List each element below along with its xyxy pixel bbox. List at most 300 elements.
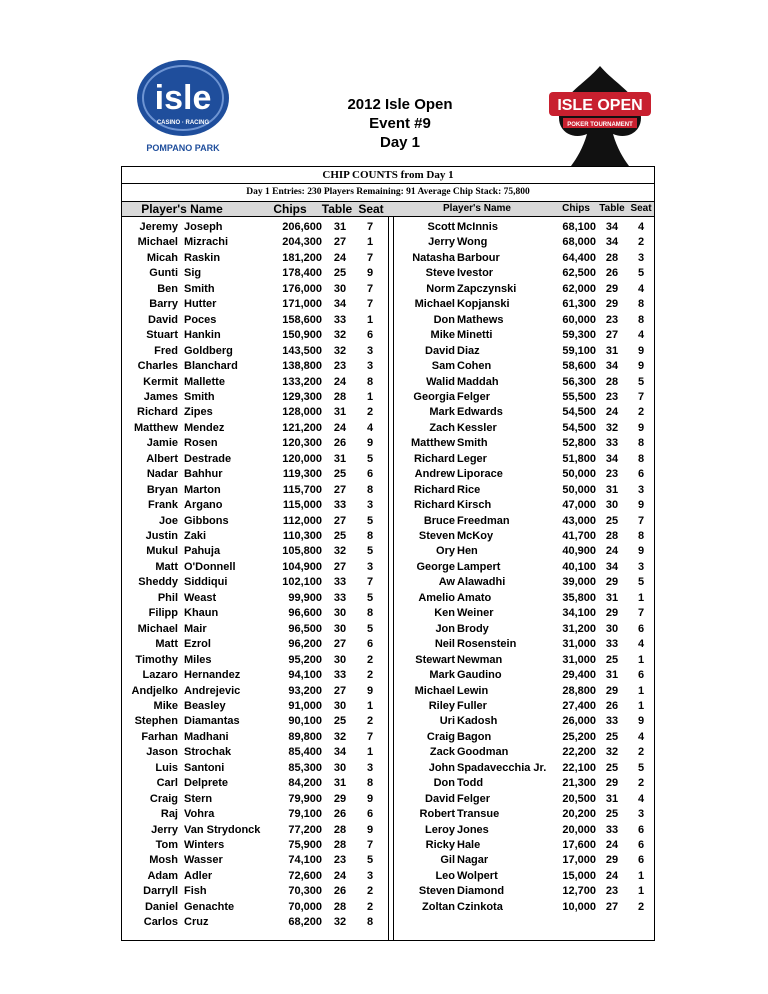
player-chips: 22,200	[562, 746, 596, 759]
player-table: 32	[605, 421, 619, 434]
player-first-name: Steve	[425, 267, 455, 280]
player-last-name: Nagar	[457, 854, 489, 867]
player-last-name: Weast	[184, 591, 217, 604]
table-row	[122, 344, 656, 359]
isle-open-logo	[545, 62, 655, 170]
player-chips: 150,900	[282, 329, 322, 342]
player-seat: 1	[366, 746, 374, 759]
player-chips: 17,600	[562, 839, 596, 851]
player-first-name: Zack	[429, 746, 455, 759]
player-seat: 4	[637, 792, 645, 805]
player-seat: 6	[366, 468, 374, 481]
player-seat: 1	[637, 653, 645, 666]
table-row	[122, 807, 656, 822]
player-last-name: Rosen	[184, 437, 218, 450]
player-chips: 158,600	[282, 313, 322, 326]
player-first-name: Micah	[146, 251, 178, 264]
player-first-name: Charles	[137, 360, 178, 373]
player-table: 25	[605, 761, 619, 774]
player-seat: 2	[637, 900, 645, 913]
player-chips: 62,500	[562, 267, 596, 280]
player-seat: 1	[366, 699, 374, 712]
player-first-name: Tom	[155, 839, 178, 851]
table-row	[122, 313, 656, 328]
player-last-name: Raskin	[184, 251, 221, 264]
player-first-name: Zach	[429, 421, 455, 434]
player-chips: 68,000	[562, 236, 596, 249]
player-seat: 7	[637, 607, 645, 620]
player-chips: 26,000	[562, 715, 596, 728]
table-row	[122, 869, 656, 884]
table-row	[122, 544, 656, 559]
player-last-name: Pahuja	[184, 545, 221, 558]
player-table: 33	[605, 823, 619, 836]
player-chips: 104,900	[282, 560, 322, 573]
player-first-name: Michael	[137, 236, 178, 249]
player-table: 33	[333, 313, 347, 326]
player-chips: 31,200	[562, 622, 596, 635]
table-row	[122, 591, 656, 606]
player-last-name: Hernandez	[184, 669, 241, 682]
player-table: 29	[605, 298, 619, 311]
player-chips: 129,300	[282, 390, 322, 403]
table-row	[122, 251, 656, 266]
player-chips: 55,500	[562, 390, 596, 403]
player-first-name: Mosh	[149, 854, 178, 867]
player-table: 27	[333, 638, 347, 651]
player-chips: 94,100	[288, 669, 322, 682]
player-chips: 40,100	[562, 560, 596, 573]
logo-left-caption: POMPANO PARK	[146, 143, 220, 153]
player-first-name: Scott	[427, 221, 455, 233]
player-first-name: James	[143, 390, 178, 403]
player-last-name: Czinkota	[457, 900, 503, 913]
player-seat: 2	[366, 715, 374, 728]
player-table: 28	[333, 839, 347, 851]
right-col-chips-header: Chips	[562, 203, 590, 214]
player-table: 25	[333, 530, 347, 542]
player-table: 24	[605, 839, 619, 851]
player-chips: 15,000	[562, 869, 596, 882]
player-table: 24	[605, 406, 619, 419]
player-first-name: Leroy	[425, 823, 455, 836]
player-seat: 9	[637, 715, 645, 728]
player-seat: 3	[366, 360, 374, 373]
player-seat: 1	[366, 390, 374, 403]
player-chips: 181,200	[282, 251, 322, 264]
table-row	[122, 622, 656, 637]
player-table: 26	[333, 437, 347, 450]
player-table: 33	[333, 591, 347, 604]
player-last-name: Madhani	[184, 730, 229, 743]
player-last-name: Vohra	[184, 808, 215, 821]
player-last-name: Freedman	[457, 514, 510, 527]
player-first-name: Zoltan	[422, 900, 455, 913]
player-last-name: Liporace	[457, 468, 503, 481]
player-table: 28	[605, 251, 619, 264]
player-last-name: Diamantas	[184, 715, 240, 728]
player-table: 29	[333, 792, 347, 805]
player-table: 34	[605, 560, 619, 573]
player-first-name: Jason	[146, 746, 178, 759]
player-seat: 2	[637, 746, 645, 759]
player-first-name: Natasha	[412, 251, 455, 264]
player-first-name: Matthew	[134, 421, 178, 434]
player-chips: 120,000	[282, 452, 322, 465]
player-first-name: Carl	[156, 777, 178, 790]
player-seat: 1	[637, 684, 645, 697]
player-seat: 7	[637, 514, 645, 527]
player-last-name: Kopjanski	[457, 298, 510, 311]
player-seat: 5	[366, 452, 374, 465]
chip-counts-subtitle: Day 1 Entries: 230 Players Remaining: 91 Average Chip Stack: 75,800	[246, 187, 530, 197]
player-chips: 105,800	[282, 545, 322, 558]
player-last-name: Rice	[457, 483, 481, 496]
player-chips: 34,100	[562, 607, 596, 620]
chip-counts-title: CHIP COUNTS from Day 1	[322, 169, 454, 181]
player-chips: 56,300	[562, 375, 596, 388]
player-table: 25	[605, 730, 619, 743]
player-seat: 7	[366, 221, 374, 233]
player-last-name: Destrade	[184, 452, 232, 465]
player-first-name: Michael	[137, 622, 178, 635]
player-table: 33	[333, 669, 347, 682]
player-last-name: O'Donnell	[184, 560, 236, 573]
player-table: 24	[333, 421, 347, 434]
player-seat: 6	[366, 329, 374, 342]
player-seat: 6	[637, 823, 645, 836]
player-chips: 90,100	[288, 715, 322, 728]
player-chips: 59,100	[562, 344, 596, 357]
player-table: 31	[333, 406, 347, 419]
player-chips: 204,300	[282, 236, 322, 249]
player-last-name: Brody	[457, 622, 489, 635]
player-first-name: Matt	[155, 638, 178, 651]
player-last-name: Poces	[184, 313, 217, 326]
player-first-name: John	[428, 761, 455, 774]
player-chips: 61,300	[562, 298, 596, 311]
player-seat: 3	[366, 344, 374, 357]
player-last-name: Newman	[457, 653, 503, 666]
table-row	[122, 266, 656, 281]
player-seat: 9	[637, 421, 645, 434]
player-seat: 3	[637, 483, 645, 496]
player-chips: 17,000	[562, 854, 596, 867]
player-last-name: Siddiqui	[184, 576, 228, 589]
player-table: 28	[333, 900, 347, 913]
player-first-name: Mark	[429, 406, 455, 419]
player-last-name: Ezrol	[184, 638, 211, 651]
player-chips: 85,400	[288, 746, 322, 759]
player-chips: 20,000	[562, 823, 596, 836]
player-first-name: Adam	[147, 869, 178, 882]
player-table: 34	[605, 360, 619, 373]
player-first-name: Gil	[440, 854, 455, 867]
player-chips: 10,000	[562, 900, 596, 913]
player-chips: 102,100	[282, 576, 322, 589]
player-chips: 41,700	[562, 530, 596, 542]
player-first-name: Richard	[414, 499, 455, 512]
player-chips: 31,000	[562, 638, 596, 651]
player-last-name: Argano	[184, 499, 223, 512]
player-last-name: Zapczynski	[457, 282, 517, 295]
player-table: 24	[605, 545, 619, 558]
player-last-name: Zipes	[184, 406, 213, 419]
player-chips: 79,900	[288, 792, 322, 805]
player-chips: 119,300	[282, 468, 322, 481]
isle-casino-logo	[128, 58, 238, 156]
player-chips: 70,300	[288, 885, 322, 898]
player-first-name: Filipp	[148, 607, 178, 620]
player-last-name: Miles	[184, 653, 212, 666]
player-table: 31	[605, 792, 619, 805]
chip-count-table	[121, 166, 655, 941]
player-last-name: Andrejevic	[184, 684, 241, 697]
player-last-name: Fuller	[457, 699, 487, 712]
player-table: 31	[605, 483, 619, 496]
player-first-name: Bruce	[423, 514, 455, 527]
table-row	[122, 514, 656, 529]
player-table: 34	[605, 452, 619, 465]
player-table: 30	[333, 282, 347, 295]
player-table: 32	[333, 545, 347, 558]
player-last-name: Diamond	[457, 885, 505, 898]
player-first-name: Walid	[426, 375, 455, 388]
player-seat: 1	[637, 699, 645, 712]
player-seat: 7	[366, 839, 374, 851]
player-table: 30	[333, 653, 347, 666]
player-table: 23	[333, 854, 347, 867]
player-first-name: Mike	[153, 699, 178, 712]
player-last-name: Spadavecchia Jr.	[457, 761, 547, 774]
player-chips: 176,000	[282, 282, 322, 295]
player-table: 24	[333, 251, 347, 264]
player-table: 24	[333, 869, 347, 882]
player-first-name: Riley	[428, 699, 455, 712]
table-row	[122, 900, 656, 915]
player-chips: 95,200	[288, 653, 322, 666]
player-first-name: Don	[433, 313, 455, 326]
player-last-name: Bagon	[457, 730, 492, 743]
player-last-name: Marton	[184, 483, 221, 496]
player-last-name: Barbour	[457, 251, 500, 264]
player-seat: 1	[637, 885, 645, 898]
player-chips: 68,100	[562, 221, 596, 233]
player-chips: 54,500	[562, 406, 596, 419]
player-last-name: Goldberg	[184, 344, 233, 357]
player-seat: 3	[366, 761, 374, 774]
player-last-name: Gibbons	[184, 514, 229, 527]
player-last-name: Beasley	[184, 699, 226, 712]
player-first-name: Darryll	[143, 885, 178, 898]
player-first-name: Leo	[435, 869, 455, 882]
player-seat: 5	[637, 267, 645, 280]
player-chips: 64,400	[562, 251, 596, 264]
player-seat: 3	[366, 499, 374, 512]
player-last-name: Zaki	[184, 530, 207, 542]
table-row	[122, 637, 656, 652]
player-seat: 4	[637, 329, 645, 342]
right-col-table-header: Table	[599, 203, 625, 214]
player-last-name: Strochak	[184, 746, 232, 759]
player-last-name: Mathews	[457, 313, 504, 326]
table-row	[122, 498, 656, 513]
player-first-name: Robert	[419, 808, 455, 821]
player-table: 27	[333, 483, 347, 496]
player-last-name: Lampert	[457, 560, 501, 573]
player-table: 25	[333, 715, 347, 728]
player-last-name: Edwards	[457, 406, 503, 419]
player-chips: 91,000	[288, 699, 322, 712]
player-first-name: Raj	[160, 808, 178, 821]
player-table: 28	[605, 530, 619, 542]
player-table: 33	[333, 499, 347, 512]
player-seat: 2	[366, 406, 374, 419]
player-table: 29	[605, 576, 619, 589]
player-last-name: Mendez	[184, 421, 225, 434]
player-last-name: Diaz	[457, 344, 480, 357]
player-chips: 84,200	[288, 777, 322, 790]
player-chips: 31,000	[562, 653, 596, 666]
player-last-name: Felger	[457, 792, 491, 805]
player-first-name: Jerry	[151, 823, 178, 836]
table-row	[122, 421, 656, 436]
player-first-name: Richard	[414, 483, 455, 496]
player-table: 34	[605, 236, 619, 249]
player-table: 34	[333, 746, 347, 759]
player-last-name: Hen	[457, 545, 478, 558]
player-table: 28	[605, 375, 619, 388]
player-chips: 12,700	[562, 885, 596, 898]
player-last-name: McInnis	[457, 221, 498, 233]
player-seat: 8	[637, 437, 645, 450]
player-seat: 6	[366, 808, 374, 821]
player-chips: 54,500	[562, 421, 596, 434]
player-chips: 96,600	[288, 607, 322, 620]
player-chips: 68,200	[288, 916, 322, 929]
table-row	[122, 838, 656, 853]
player-first-name: Jeremy	[139, 221, 178, 233]
table-row	[122, 745, 656, 760]
player-chips: 171,000	[282, 298, 322, 311]
player-last-name: Kessler	[457, 421, 497, 434]
player-table: 27	[333, 560, 347, 573]
player-seat: 2	[366, 653, 374, 666]
table-row	[122, 436, 656, 451]
player-first-name: Bryan	[146, 483, 178, 496]
player-last-name: McKoy	[457, 530, 494, 542]
player-seat: 8	[366, 607, 374, 620]
player-last-name: Goodman	[457, 746, 509, 759]
player-last-name: Lewin	[457, 684, 489, 697]
player-chips: 72,600	[288, 869, 322, 882]
player-table: 30	[333, 622, 347, 635]
player-seat: 9	[637, 360, 645, 373]
player-seat: 6	[637, 669, 645, 682]
player-seat: 7	[366, 576, 374, 589]
player-chips: 29,400	[562, 669, 596, 682]
player-seat: 2	[637, 236, 645, 249]
player-table: 31	[333, 452, 347, 465]
player-last-name: Kadosh	[457, 715, 498, 728]
player-table: 30	[333, 761, 347, 774]
player-seat: 1	[366, 236, 374, 249]
player-first-name: Mike	[430, 329, 455, 342]
player-seat: 9	[366, 792, 374, 805]
player-table: 32	[333, 329, 347, 342]
player-first-name: Gunti	[149, 267, 178, 280]
player-last-name: Fish	[184, 885, 207, 898]
player-table: 25	[333, 267, 347, 280]
player-first-name: Georgia	[413, 390, 455, 403]
logo-right-text: ISLE OPEN	[557, 97, 643, 114]
player-last-name: Mizrachi	[184, 236, 229, 249]
player-seat: 7	[637, 390, 645, 403]
player-last-name: Mallette	[184, 375, 225, 388]
right-col-name-header: Player's Name	[443, 203, 511, 214]
table-row	[122, 529, 656, 544]
player-seat: 9	[366, 267, 374, 280]
player-chips: 28,800	[562, 684, 596, 697]
player-seat: 9	[637, 344, 645, 357]
player-table: 32	[333, 916, 347, 929]
player-seat: 8	[637, 530, 645, 542]
table-row	[122, 282, 656, 297]
player-last-name: Smith	[184, 390, 215, 403]
table-row	[122, 606, 656, 621]
player-seat: 6	[637, 468, 645, 481]
player-table: 23	[333, 360, 347, 373]
player-last-name: Bahhur	[184, 468, 223, 481]
player-chips: 58,600	[562, 360, 596, 373]
player-last-name: Felger	[457, 390, 491, 403]
left-col-chips-header: Chips	[273, 202, 307, 216]
player-last-name: Adler	[184, 869, 213, 882]
player-table: 26	[333, 808, 347, 821]
player-first-name: Mukul	[146, 545, 178, 558]
player-first-name: Andjelko	[131, 684, 178, 697]
column-header-bar	[122, 201, 654, 217]
player-table: 23	[605, 885, 619, 898]
player-first-name: Stewart	[415, 653, 455, 666]
player-chips: 62,000	[562, 282, 596, 295]
player-seat: 8	[637, 452, 645, 465]
player-seat: 3	[637, 251, 645, 264]
player-table: 28	[333, 823, 347, 836]
player-chips: 96,200	[288, 638, 322, 651]
table-row	[122, 714, 656, 729]
player-first-name: Daniel	[144, 900, 178, 913]
page-title	[300, 95, 500, 152]
player-last-name: Jones	[457, 823, 489, 836]
player-first-name: Phil	[157, 591, 178, 604]
table-row	[122, 776, 656, 791]
player-chips: 50,000	[562, 468, 596, 481]
player-chips: 89,800	[288, 730, 322, 743]
table-row	[122, 483, 656, 498]
player-first-name: Justin	[145, 530, 178, 542]
player-last-name: Wong	[457, 236, 488, 249]
player-first-name: Jamie	[146, 437, 178, 450]
player-chips: 112,000	[282, 514, 322, 527]
table-row	[122, 359, 656, 374]
player-table: 27	[605, 900, 619, 913]
player-chips: 27,400	[562, 699, 596, 712]
player-table: 26	[605, 267, 619, 280]
player-last-name: Maddah	[457, 375, 499, 388]
player-table: 31	[605, 344, 619, 357]
player-chips: 39,000	[562, 576, 596, 589]
